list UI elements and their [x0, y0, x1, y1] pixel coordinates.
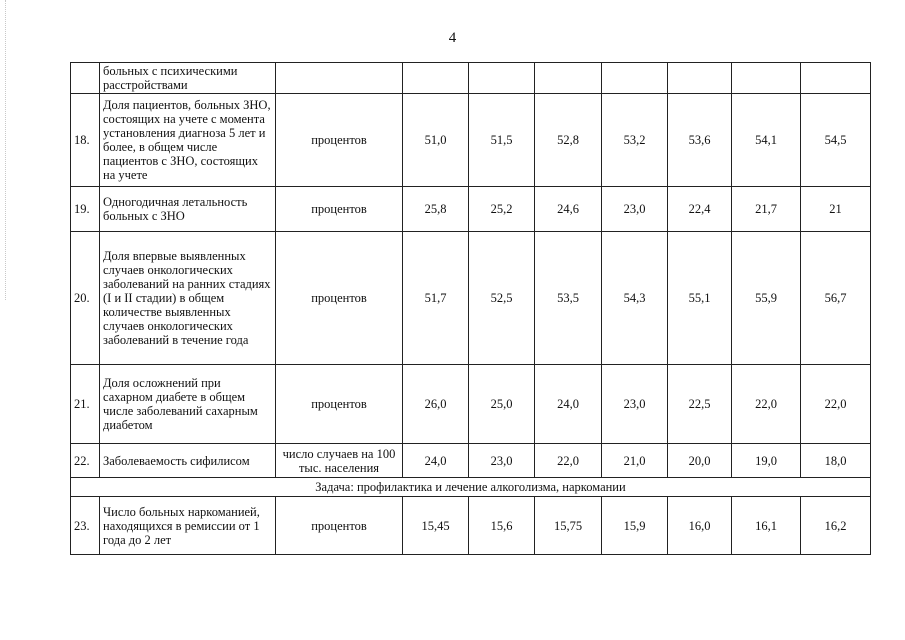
unit-cell: процентов — [276, 94, 403, 187]
unit-cell: процентов — [276, 497, 403, 555]
value-cell: 24,6 — [535, 187, 602, 232]
value-cell: 24,0 — [535, 365, 602, 444]
row-number: 21. — [71, 365, 100, 444]
value-cell — [668, 63, 732, 94]
value-cell: 25,8 — [403, 187, 469, 232]
value-cell: 22,5 — [668, 365, 732, 444]
table-row — [71, 365, 871, 444]
value-cell: 22,4 — [668, 187, 732, 232]
indicator-name: Доля пациентов, больных ЗНО, состоящих на учете с момента установления диагноза 5 лет и более, в общем числе пациентов с ЗНО, состоящих на учете — [100, 94, 276, 187]
value-cell: 19,0 — [732, 444, 801, 478]
value-cell: 53,6 — [668, 94, 732, 187]
value-cell — [403, 63, 469, 94]
table-row — [71, 94, 871, 187]
row-number: 22. — [71, 444, 100, 478]
row-number: 18. — [71, 94, 100, 187]
value-cell: 15,45 — [403, 497, 469, 555]
value-cell: 25,2 — [469, 187, 535, 232]
unit-cell: процентов — [276, 232, 403, 365]
value-cell: 53,5 — [535, 232, 602, 365]
value-cell: 54,3 — [602, 232, 668, 365]
value-cell: 21,0 — [602, 444, 668, 478]
table-row — [71, 497, 871, 555]
indicator-name: Доля осложнений при сахарном диабете в общем числе заболеваний сахарным диабетом — [100, 365, 276, 444]
value-cell: 51,5 — [469, 94, 535, 187]
value-cell: 23,0 — [602, 365, 668, 444]
value-cell: 51,0 — [403, 94, 469, 187]
value-cell: 51,7 — [403, 232, 469, 365]
indicators-table — [70, 62, 871, 555]
value-cell: 22,0 — [535, 444, 602, 478]
value-cell: 52,8 — [535, 94, 602, 187]
value-cell: 20,0 — [668, 444, 732, 478]
value-cell: 55,1 — [668, 232, 732, 365]
value-cell: 15,75 — [535, 497, 602, 555]
value-cell: 25,0 — [469, 365, 535, 444]
row-number: 23. — [71, 497, 100, 555]
indicator-name: Доля впервые выявленных случаев онкологических заболеваний на ранних стадиях (I и II стадии) в общем количестве выявленных случаев онкологических заболеваний в течение года — [100, 232, 276, 365]
value-cell: 15,9 — [602, 497, 668, 555]
value-cell: 24,0 — [403, 444, 469, 478]
value-cell: 54,1 — [732, 94, 801, 187]
value-cell — [602, 63, 668, 94]
value-cell — [469, 63, 535, 94]
value-cell: 21,7 — [732, 187, 801, 232]
value-cell: 21 — [801, 187, 871, 232]
value-cell: 16,0 — [668, 497, 732, 555]
task-heading: Задача: профилактика и лечение алкоголизма, наркомании — [71, 478, 871, 497]
unit-cell: число случаев на 100 тыс. населения — [276, 444, 403, 478]
value-cell: 23,0 — [602, 187, 668, 232]
page-number: 4 — [448, 30, 457, 46]
task-row — [71, 478, 871, 497]
value-cell: 15,6 — [469, 497, 535, 555]
value-cell: 22,0 — [801, 365, 871, 444]
value-cell: 55,9 — [732, 232, 801, 365]
value-cell — [801, 63, 871, 94]
value-cell: 56,7 — [801, 232, 871, 365]
value-cell: 16,2 — [801, 497, 871, 555]
row-number: 20. — [71, 232, 100, 365]
table-row — [71, 63, 871, 94]
indicator-name: больных с психическими расстройствами — [100, 63, 276, 94]
unit-cell: процентов — [276, 187, 403, 232]
unit-cell: процентов — [276, 365, 403, 444]
value-cell: 52,5 — [469, 232, 535, 365]
value-cell — [732, 63, 801, 94]
value-cell: 16,1 — [732, 497, 801, 555]
table-row — [71, 444, 871, 478]
table-row — [71, 232, 871, 365]
value-cell: 18,0 — [801, 444, 871, 478]
value-cell: 54,5 — [801, 94, 871, 187]
value-cell: 22,0 — [732, 365, 801, 444]
value-cell: 26,0 — [403, 365, 469, 444]
value-cell: 23,0 — [469, 444, 535, 478]
row-number — [71, 63, 100, 94]
value-cell — [535, 63, 602, 94]
indicator-name: Число больных наркоманией, находящихся в ремиссии от 1 года до 2 лет — [100, 497, 276, 555]
indicator-name: Заболеваемость сифилисом — [100, 444, 276, 478]
indicator-name: Одногодичная летальность больных с ЗНО — [100, 187, 276, 232]
row-number: 19. — [71, 187, 100, 232]
value-cell: 53,2 — [602, 94, 668, 187]
table-row — [71, 187, 871, 232]
unit-cell — [276, 63, 403, 94]
